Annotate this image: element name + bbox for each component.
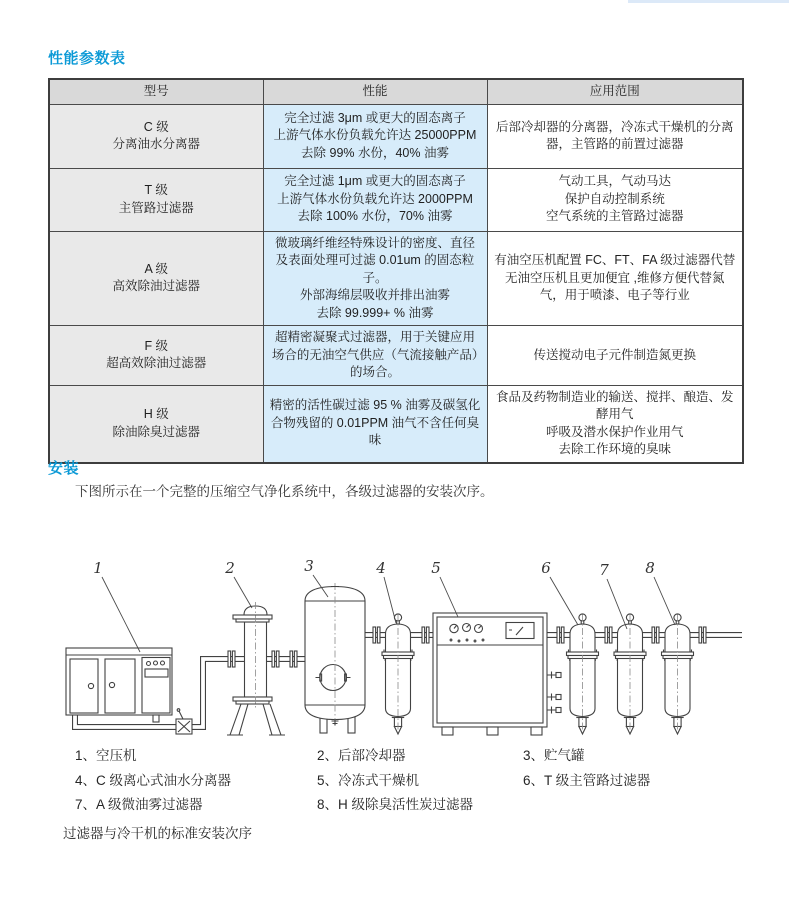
legend-item-1: 1、空压机 xyxy=(75,748,137,763)
application-cell: 后部冷却器的分离器，冷冻式干燥机的分离器，主管路的前置过滤器 xyxy=(487,104,743,168)
installation-diagram xyxy=(45,545,755,750)
table-row-h xyxy=(49,385,743,463)
performance-table xyxy=(48,78,744,464)
application-cell: 传送搅动电子元件制造氮更换 xyxy=(487,326,743,386)
diagram-label-3: 3 xyxy=(304,557,314,575)
legend-item-7: 7、A 级微油雾过滤器 xyxy=(75,797,203,812)
legend-item-8: 8、H 级除臭活性炭过滤器 xyxy=(317,797,474,812)
diagram-label-7: 7 xyxy=(599,561,609,579)
table-row-a xyxy=(49,231,743,326)
performance-cell: 微玻璃纤维经特殊设计的密度、直径及表面处理可过滤 0.01um 的固态粒子。 外部海绵层吸收并排出油雾 去除 99.999+ % 油雾 xyxy=(263,231,487,326)
model-cell: F 级 超高效除油过滤器 xyxy=(49,326,263,386)
table-row-c xyxy=(49,104,743,168)
section-title-install: 安装 xyxy=(48,460,80,477)
model-cell: H 级 除油除臭过滤器 xyxy=(49,385,263,463)
col-header-application: 应用范围 xyxy=(487,79,743,104)
application-cell: 有油空压机配置 FC、FT、FA 级过滤器代替无油空压机且更加便宜 ,维修方便代替氮气，用于喷漆、电子等行业 xyxy=(487,231,743,326)
performance-cell: 超精密凝聚式过滤器，用于关键应用场合的无油空气供应（气流接触产品）的场合。 xyxy=(263,326,487,386)
dryer-side-fittings xyxy=(547,672,561,714)
diagram-label-5: 5 xyxy=(431,559,441,577)
diagram-label-2: 2 xyxy=(225,559,235,577)
legend-item-4: 4、C 级离心式油水分离器 xyxy=(75,772,232,788)
table-row-t xyxy=(49,168,743,231)
top-edge-strip xyxy=(628,0,789,3)
separator-c-grade xyxy=(382,614,414,734)
diagram-label-8: 8 xyxy=(645,559,655,577)
diagram-label-6: 6 xyxy=(541,559,551,577)
install-intro-text: 下图所示在一个完整的压缩空气净化系统中，各级过滤器的安装次序。 xyxy=(75,484,494,499)
diagram-label-4: 4 xyxy=(376,559,386,577)
legend-footer: 过滤器与冷干机的标准安装次序 xyxy=(63,826,252,841)
air-compressor xyxy=(66,648,172,722)
legend-item-6: 6、T 级主管路过滤器 xyxy=(523,772,651,788)
diagram-legend xyxy=(75,748,755,813)
table-row-f xyxy=(49,326,743,386)
spec-table-wrap xyxy=(48,78,744,464)
filter-t-grade xyxy=(567,614,599,734)
legend-item-3: 3、贮气罐 xyxy=(523,748,585,763)
model-cell: C 级 分离油水分离器 xyxy=(49,104,263,168)
application-cell: 食品及药物制造业的输送、搅拌、酿造、发酵用气 呼吸及潜水保护作业用气 去除工作环境的臭味 xyxy=(487,385,743,463)
performance-cell: 完全过滤 1μm 或更大的固态离子 上游气体水份负载允许达 2000PPM 去除 100% 水份，70% 油雾 xyxy=(263,168,487,231)
drain-valve xyxy=(176,709,192,734)
application-cell: 气动工具，气动马达 保护自动控制系统 空气系统的主管路过滤器 xyxy=(487,168,743,231)
diagram-label-1: 1 xyxy=(93,559,103,577)
performance-cell: 完全过滤 3μm 或更大的固态离子 上游气体水份负载允许达 25000PPM 去除 99% 水份，40% 油雾 xyxy=(263,104,487,168)
col-header-model: 型号 xyxy=(49,79,263,104)
performance-cell: 精密的活性碳过滤 95 % 油雾及碳氢化合物残留的 0.01PPM 油气不含任何臭味 xyxy=(263,385,487,463)
col-header-performance: 性能 xyxy=(263,79,487,104)
model-cell: A 级 高效除油过滤器 xyxy=(49,231,263,326)
table-header-row xyxy=(49,79,743,104)
filter-h-grade xyxy=(662,614,694,734)
legend-item-2: 2、后部冷却器 xyxy=(317,748,406,763)
after-cooler xyxy=(227,602,285,735)
air-receiver-tank xyxy=(305,583,365,733)
legend-item-5: 5、冷冻式干燥机 xyxy=(317,772,420,788)
section-title-performance: 性能参数表 xyxy=(48,50,126,67)
filter-a-grade xyxy=(614,614,646,734)
refrigerated-dryer xyxy=(433,613,561,735)
model-cell: T 级 主管路过滤器 xyxy=(49,168,263,231)
